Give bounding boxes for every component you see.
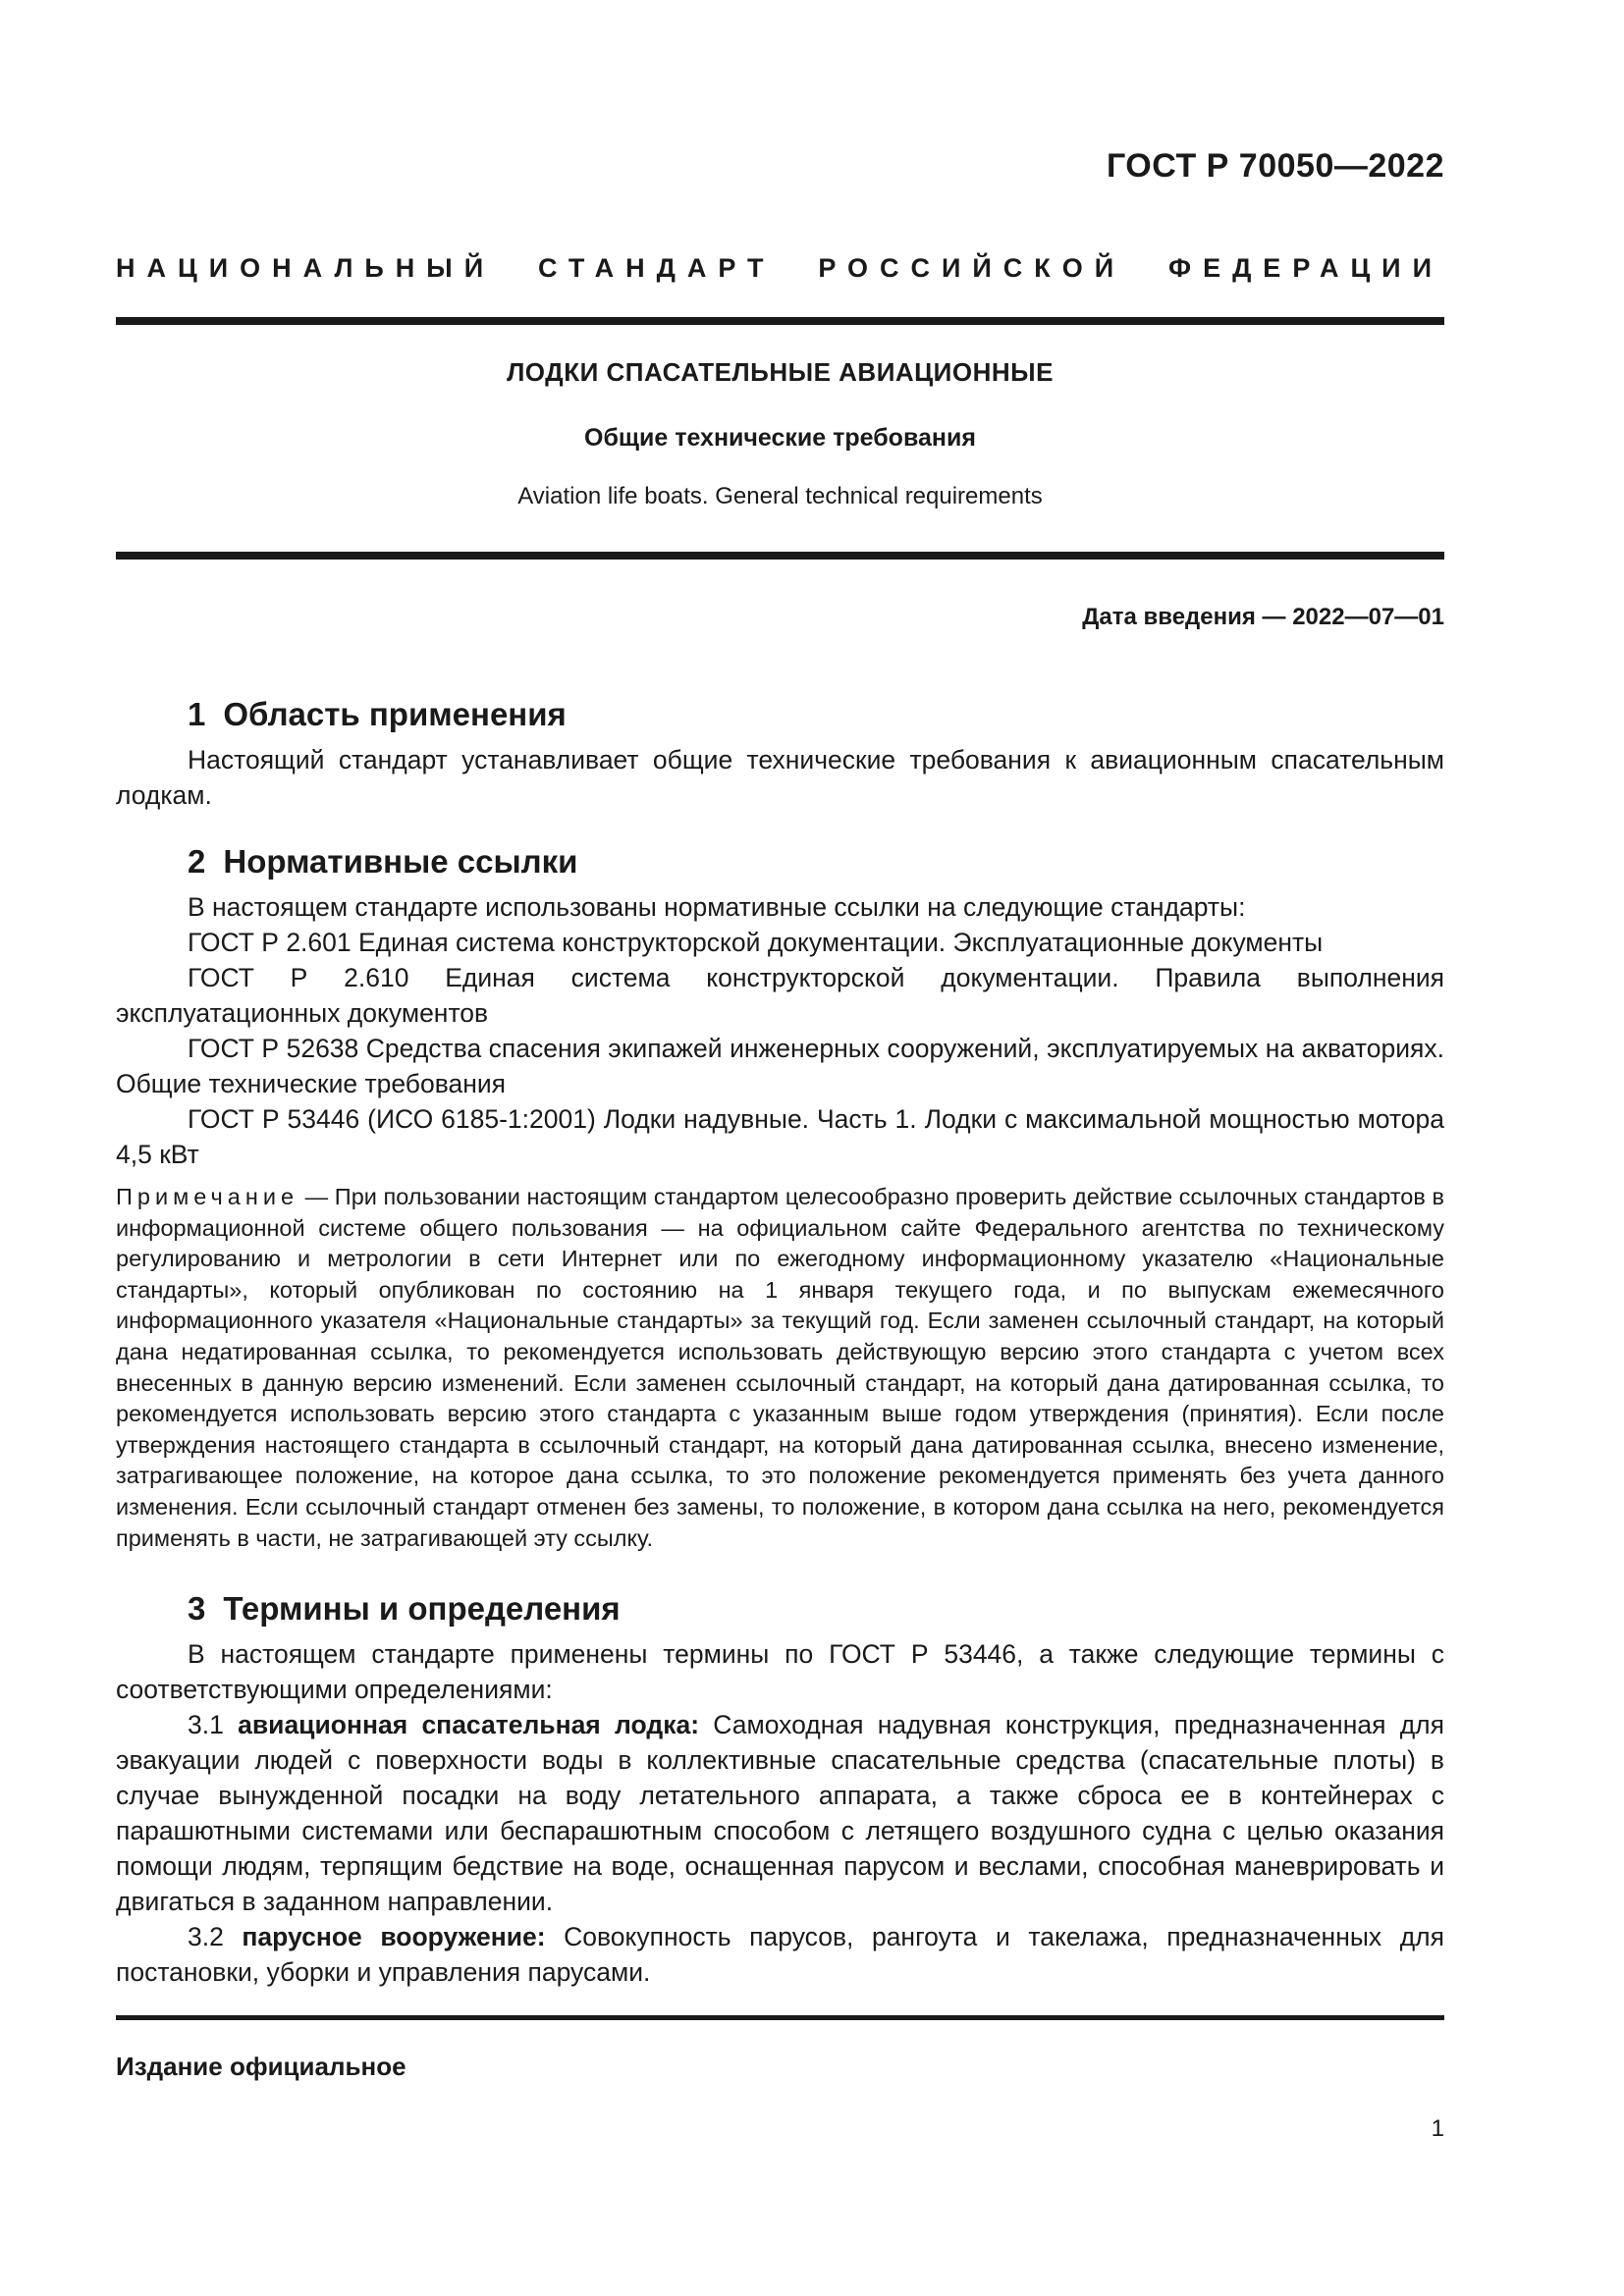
reference-item: ГОСТ Р 2.610 Единая система конструкторской документации. Правила выполнения эксплуатационных документов [116, 963, 1444, 1028]
spacer [116, 1554, 1444, 1581]
term-name: парусное вооружение: [242, 1922, 546, 1952]
term-number: 3.1 [188, 1710, 224, 1740]
section-2-note [116, 1182, 1444, 1554]
note-text: — При пользовании настоящим стандартом целесообразно проверить действие ссылочных стандартов в информационной системе общего пользования — на официальном сайте Федерального агентства по техническому регулированию и метрологии в сети Интернет или по ежегодному информационному указателю «Национальные стандарты», который опубликован по состоянию на 1 января текущего года, и по выпускам ежемесячного информационного указателя «Национальные стандарты» за текущий год. Если заменен ссылочный стандарт, на который дана недатированная ссылка, то рекомендуется использовать действующую версию этого стандарта с учетом всех внесенных в данную версию изменений. Если заменен ссылочный стандарт, на который дана датированная ссылка, то рекомендуется использовать версию этого стандарта с указанным выше годом утверждения (принятия). Если после утверждения настоящего стандарта в ссылочный стандарт, на который дана датированная ссылка, внесено изменение, затрагивающее положение, на которое дана ссылка, то это положение рекомендуется применять без учета данного изменения. Если ссылочный стандарт отменен без замены, то положение, в котором дана ссылка на него, рекомендуется применять в части, не затрагивающей эту ссылку. [116, 1184, 1444, 1551]
section-1-heading [116, 687, 1444, 742]
section-number: 2 [188, 843, 206, 880]
document-id: ГОСТ Р 70050—2022 [1106, 147, 1444, 185]
term-definition-text: Самоходная надувная конструкция, предназначенная для эвакуации людей с поверхности воды в коллективные спасательные средства (спасательные плоты) в случае вынужденной посадки на воду летательного аппарата, а также сброса ее в контейнерах с парашютными системами или беспарашютным способом с летящего воздушного судна с целью оказания помощи людям, терпящим бедствие на воде, оснащенная парусом и веслами, способная маневрировать и двигаться в заданном направлении. [116, 1710, 1444, 1917]
section-2-heading [116, 834, 1444, 889]
section-number: 3 [188, 1590, 206, 1628]
section-3-heading [116, 1581, 1444, 1636]
document-subtitle-ru: Общие технические требования [584, 424, 976, 452]
term-definition-text: Совокупность парусов, рангоута и такелажа, предназначенных для постановки, уборки и управления парусами. [116, 1922, 1444, 1988]
section-2-intro: В настоящем стандарте использованы нормативные ссылки на следующие стандарты: [188, 892, 1246, 922]
top-rule [116, 317, 1444, 325]
document-title-ru: ЛОДКИ СПАСАТЕЛЬНЫЕ АВИАЦИОННЫЕ [507, 357, 1054, 387]
title-bottom-rule [116, 552, 1444, 560]
term-name: авиационная спасательная лодка: [238, 1710, 700, 1740]
section-number: 1 [188, 696, 206, 732]
national-standard-banner: НАЦИОНАЛЬНЫЙ СТАНДАРТ РОССИЙСКОЙ ФЕДЕРАЦИИ [116, 253, 1443, 283]
section-title: Область применения [223, 696, 567, 732]
note-label: Примечание [116, 1184, 299, 1209]
page-number: 1 [1431, 2115, 1444, 2142]
section-3-intro: В настоящем стандарте применены термины по ГОСТ Р 53446, а также следующие термины с соответствующими определениями: [116, 1639, 1444, 1705]
footer-rule [116, 2015, 1444, 2020]
introduction-date: Дата введения — 2022—07—01 [1082, 604, 1444, 630]
spacer [116, 813, 1444, 834]
reference-item: ГОСТ Р 2.601 Единая система конструкторской документации. Эксплуатационные документы [188, 928, 1324, 957]
document-title-en: Aviation life boats. General technical requirements [517, 483, 1043, 509]
term-definition [116, 1707, 1444, 1919]
reference-item: ГОСТ Р 53446 (ИСО 6185-1:2001) Лодки надувные. Часть 1. Лодки с максимальной мощностью мотора 4,5 кВт [116, 1104, 1444, 1169]
official-edition-label: Издание официальное [116, 2052, 406, 2081]
section-title: Термины и определения [223, 1590, 621, 1628]
section-1-text: Настоящий стандарт устанавливает общие технические требования к авиационным спасательным лодкам. [116, 745, 1444, 810]
term-number: 3.2 [188, 1922, 224, 1952]
term-definition [116, 1919, 1444, 1990]
section-title: Нормативные ссылки [223, 843, 578, 880]
reference-item: ГОСТ Р 52638 Средства спасения экипажей инженерных сооружений, эксплуатируемых на акваториях. Общие технические требования [116, 1034, 1444, 1098]
document-body [116, 687, 1444, 1990]
